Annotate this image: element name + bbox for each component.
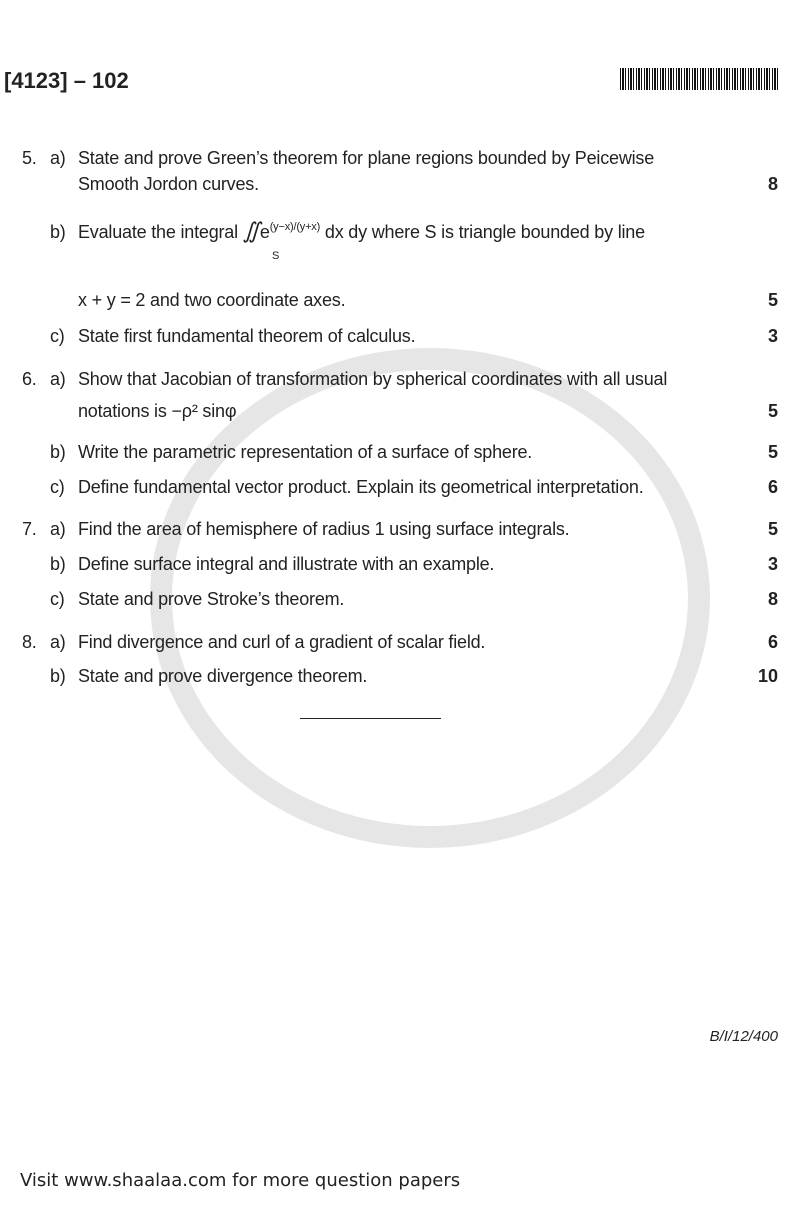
marks: 5	[767, 401, 778, 421]
formula: −ρ² sinφ	[171, 401, 237, 421]
part-label: a)	[50, 519, 66, 539]
question-text: State and prove Stroke’s theorem.	[78, 589, 345, 609]
marks: 6	[767, 477, 778, 497]
part-label: a)	[50, 148, 66, 168]
part-label: c)	[50, 589, 65, 609]
marks: 8	[767, 589, 778, 609]
paper-code: [4123] – 102	[4, 68, 129, 93]
question-text	[78, 401, 236, 422]
marks: 8	[767, 174, 778, 194]
footer-note: Visit www.shaalaa.com for more question papers	[20, 1170, 461, 1191]
part-label: a)	[50, 632, 66, 652]
differential: dx dy	[324, 222, 367, 242]
marks: 5	[767, 519, 778, 539]
part-label: a)	[50, 369, 66, 389]
part-label: b)	[50, 554, 66, 574]
question-text: Smooth Jordon curves.	[78, 174, 259, 194]
question-text: Find divergence and curl of a gradient of scalar field.	[78, 632, 486, 652]
exp-base: e	[259, 222, 270, 242]
integral-region: S	[272, 250, 280, 262]
marks: 6	[767, 632, 778, 652]
marks: 3	[767, 326, 778, 346]
part-label: c)	[50, 477, 65, 497]
question-text: Define surface integral and illustrate with an example.	[78, 554, 495, 574]
integral-prefix: Evaluate the integral	[78, 222, 238, 242]
exponent: (y−x)/(y+x)	[269, 221, 321, 233]
marks: 5	[767, 290, 778, 310]
question-number: 8.	[22, 632, 37, 652]
question-text: Define fundamental vector product. Explain its geometrical interpretation.	[78, 477, 644, 497]
part-label: c)	[50, 326, 65, 346]
question-text	[78, 218, 645, 243]
question-text: Write the parametric representation of a surface of sphere.	[78, 442, 533, 462]
text: notations is	[78, 401, 167, 421]
print-code: B/I/12/400	[709, 1028, 778, 1045]
marks: 10	[757, 666, 778, 686]
barcode	[620, 68, 778, 90]
question-text: Show that Jacobian of transformation by spherical coordinates with all usual	[78, 369, 668, 389]
integral-suffix: where S is triangle bounded by line	[371, 222, 645, 242]
part-label: b)	[50, 666, 66, 686]
question-text: x + y = 2 and two coordinate axes.	[78, 290, 346, 310]
question-number: 6.	[22, 369, 37, 389]
question-text: State and prove Green’s theorem for plane regions bounded by Peicewise	[78, 148, 655, 168]
double-integral-symbol: ∬	[242, 218, 260, 243]
end-rule	[300, 718, 441, 719]
question-number: 5.	[22, 148, 37, 168]
marks: 5	[767, 442, 778, 462]
question-text: State first fundamental theorem of calculus.	[78, 326, 416, 346]
question-text: State and prove divergence theorem.	[78, 666, 368, 686]
question-text: Find the area of hemisphere of radius 1 using surface integrals.	[78, 519, 570, 539]
part-label: b)	[50, 222, 66, 242]
marks: 3	[767, 554, 778, 574]
part-label: b)	[50, 442, 66, 462]
question-number: 7.	[22, 519, 37, 539]
